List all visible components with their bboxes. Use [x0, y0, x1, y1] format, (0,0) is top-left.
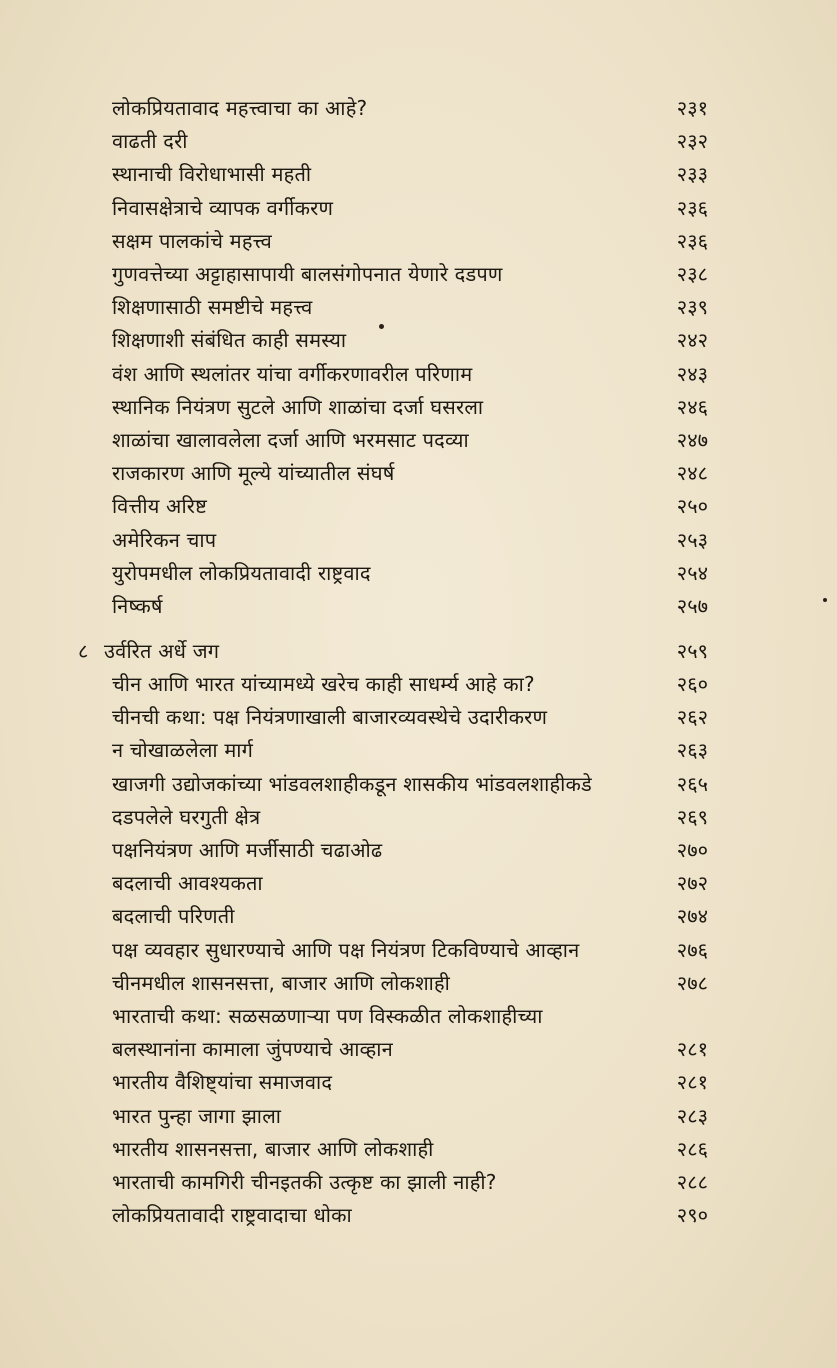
page-number: २८१	[676, 1037, 708, 1062]
page-number: २५३	[676, 527, 708, 552]
toc-entry	[0, 423, 837, 457]
toc-entry	[0, 489, 837, 523]
entry-title: पक्षनियंत्रण आणि मर्जीसाठी चढाओढ	[112, 838, 383, 862]
page-number: २३१	[676, 96, 708, 120]
entry-title: वंश आणि स्थलांतर यांचा वर्गीकरणावरील परिणाम	[112, 361, 473, 386]
toc-entry	[0, 456, 837, 490]
page-number: २४७	[676, 428, 708, 452]
toc-entry	[0, 323, 837, 357]
chapter-number: ८	[78, 638, 89, 663]
toc-entry	[0, 290, 837, 324]
page-number: २६०	[676, 672, 708, 696]
page-number: २७२	[676, 871, 708, 896]
entry-title: निष्कर्ष	[112, 594, 163, 618]
toc-entry	[0, 357, 837, 391]
entry-title: लोकप्रियतावादी राष्ट्रवादाचा धोका	[112, 1203, 352, 1228]
toc-entry	[0, 523, 837, 557]
page-number: २७०	[676, 838, 708, 862]
entry-title: शाळांचा खालावलेला दर्जा आणि भरमसाट पदव्या	[112, 428, 469, 452]
page-number: २७६	[676, 937, 708, 962]
toc-entry	[0, 124, 837, 158]
toc-entry	[0, 767, 837, 801]
entry-title: वित्तीय अरिष्ट	[112, 494, 207, 519]
entry-title: युरोपमधील लोकप्रियतावादी राष्ट्रवाद	[112, 560, 371, 585]
page-number: २३२	[676, 129, 708, 154]
entry-title: स्थानाची विरोधाभासी महती	[112, 162, 312, 187]
entry-title: गुणवत्तेच्या अट्टाहासापायी बालसंगोपनात येणारे दडपण	[112, 262, 503, 286]
page-number: २३६	[676, 195, 708, 220]
toc-entry	[0, 733, 837, 767]
page-number: २५७	[676, 594, 708, 618]
entry-title: भारताची कामगिरी चीनइतकी उत्कृष्ट का झाली नाही?	[112, 1170, 497, 1194]
page-number: २८६	[676, 1136, 708, 1161]
toc-entry	[0, 700, 837, 734]
toc-entry	[0, 1032, 837, 1066]
chapter-heading	[0, 634, 837, 668]
entry-title: चीन आणि भारत यांच्यामध्ये खरेच काही साधर्म्य आहे का?	[112, 672, 535, 696]
page-number: २३६	[676, 228, 708, 253]
page-number: २४३	[676, 361, 708, 386]
toc-entry	[0, 899, 837, 933]
entry-title: भारत पुन्हा जागा झाला	[112, 1103, 282, 1128]
page-number: २८८	[676, 1170, 708, 1194]
entry-title: भारतीय वैशिष्ट्यांचा समाजवाद	[112, 1070, 333, 1095]
page-number: २९०	[676, 1203, 708, 1228]
toc-entry	[0, 1165, 837, 1199]
page-number: २५९	[676, 638, 708, 663]
toc-entry	[0, 1198, 837, 1232]
page-number: २४६	[676, 394, 708, 419]
page-number: २५४	[676, 560, 708, 585]
toc-entry	[0, 157, 837, 191]
page-number: २६५	[676, 771, 708, 796]
toc-entry	[0, 1132, 837, 1166]
page-number: २३८	[676, 262, 708, 286]
entry-title: चीनची कथा: पक्ष नियंत्रणाखाली बाजारव्यवस्थेचे उदारीकरण	[112, 705, 548, 730]
entry-title: भारतीय शासनसत्ता, बाजार आणि लोकशाही	[112, 1136, 434, 1161]
ink-speck	[379, 324, 384, 329]
toc-entry	[0, 933, 837, 967]
entry-title: अमेरिकन चाप	[112, 527, 217, 552]
toc-entry	[0, 667, 837, 701]
page-number: २८१	[676, 1070, 708, 1095]
page-number: २३३	[676, 162, 708, 187]
toc-entry	[0, 224, 837, 258]
toc-entry	[0, 1065, 837, 1099]
toc-entry	[0, 833, 837, 867]
page-number: २७८	[676, 970, 708, 995]
page-number: २७४	[676, 904, 708, 929]
toc-entry	[0, 257, 837, 291]
page-number: २८३	[676, 1103, 708, 1128]
toc-entry	[0, 390, 837, 424]
entry-title: शिक्षणासाठी समष्टीचे महत्त्व	[112, 295, 313, 320]
entry-title: बदलाची आवश्यकता	[112, 871, 263, 896]
entry-title: स्थानिक नियंत्रण सुटले आणि शाळांचा दर्जा घसरला	[112, 394, 484, 419]
page-number: २४८	[676, 461, 708, 486]
toc-entry	[0, 91, 837, 125]
toc-entry	[0, 556, 837, 590]
entry-title: भारताची कथा: सळसळणाऱ्या पण विस्कळीत लोकशाहीच्या	[112, 1004, 543, 1028]
page-number: २६२	[676, 705, 708, 730]
entry-title: पक्ष व्यवहार सुधारण्याचे आणि पक्ष नियंत्रण टिकविण्याचे आव्हान	[112, 937, 580, 962]
entry-title: चीनमधील शासनसत्ता, बाजार आणि लोकशाही	[112, 970, 451, 995]
entry-title: खाजगी उद्योजकांच्या भांडवलशाहीकडून शासकीय भांडवलशाहीकडे	[112, 771, 592, 796]
page-number: २६३	[676, 738, 708, 763]
ink-speck	[823, 598, 827, 602]
entry-title: न चोखाळलेला मार्ग	[112, 738, 254, 763]
toc-entry	[0, 866, 837, 900]
toc-entry	[0, 191, 837, 225]
toc-entry	[0, 1099, 837, 1133]
entry-title: सक्षम पालकांचे महत्त्व	[112, 228, 272, 253]
entry-title: बदलाची परिणती	[112, 904, 235, 929]
page-number: २६९	[676, 804, 708, 829]
chapter-title: उर्वरित अर्धे जग	[104, 638, 220, 663]
toc-entry	[0, 999, 837, 1033]
entry-title: राजकारण आणि मूल्ये यांच्यातील संघर्ष	[112, 461, 395, 486]
entry-title: लोकप्रियतावाद महत्त्वाचा का आहे?	[112, 96, 368, 120]
entry-title: वाढती दरी	[112, 129, 188, 154]
entry-title: निवासक्षेत्राचे व्यापक वर्गीकरण	[112, 195, 334, 220]
toc-entry	[0, 589, 837, 623]
page-number: २३९	[676, 295, 708, 320]
entry-title: शिक्षणाशी संबंधित काही समस्या	[112, 328, 347, 353]
entry-title: दडपलेले घरगुती क्षेत्र	[112, 804, 261, 829]
entry-title: बलस्थानांना कामाला जुंपण्याचे आव्हान	[112, 1037, 393, 1062]
page-number: २५०	[676, 494, 708, 519]
toc-entry	[0, 800, 837, 834]
page-number: २४२	[676, 328, 708, 353]
toc-entry	[0, 966, 837, 1000]
